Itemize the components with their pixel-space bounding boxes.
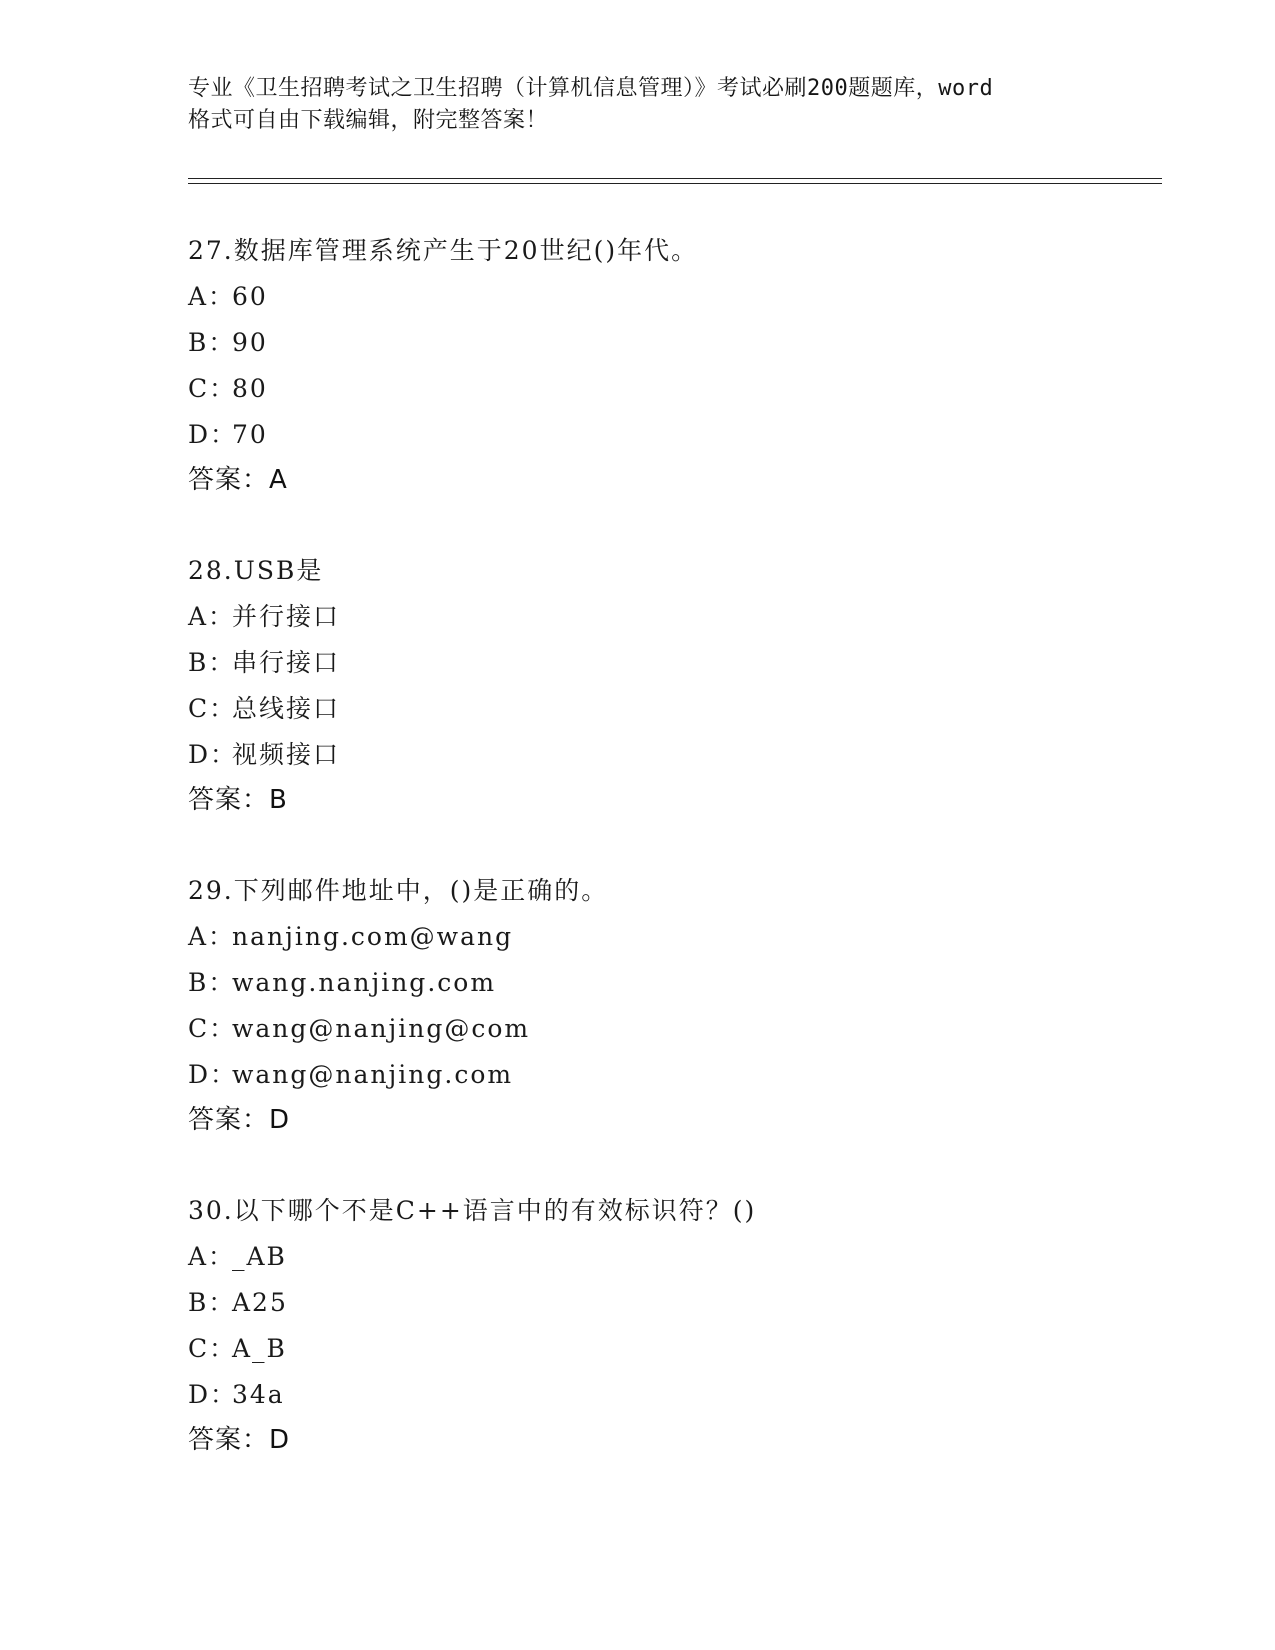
option-label: C： xyxy=(188,1334,237,1363)
option-label: D： xyxy=(188,420,238,449)
answer-text: 答案：B xyxy=(188,785,288,815)
option-value: 70 xyxy=(232,420,268,449)
option-d xyxy=(188,1052,1148,1098)
option-label: A： xyxy=(188,282,236,311)
option-label: D： xyxy=(188,1380,238,1409)
option-value: wang.nanjing.com xyxy=(232,968,497,997)
option-label: B： xyxy=(188,968,236,997)
option-label: A： xyxy=(188,602,236,631)
question-text: 27.数据库管理系统产生于20世纪()年代。 xyxy=(188,236,699,265)
option-value: wang@nanjing@com xyxy=(232,1014,531,1043)
option-value: 并行接口 xyxy=(232,602,341,631)
option-label: C： xyxy=(188,374,237,403)
question-item xyxy=(188,1188,1148,1462)
option-value: 90 xyxy=(232,328,268,357)
document-header xyxy=(188,73,1108,137)
header-line-2: 格式可自由下载编辑，附完整答案！ xyxy=(188,108,549,133)
option-d xyxy=(188,1372,1148,1418)
question-text: 29.下列邮件地址中，()是正确的。 xyxy=(188,876,609,905)
option-a xyxy=(188,274,1148,320)
option-value: 34a xyxy=(232,1380,285,1409)
option-value: 80 xyxy=(232,374,268,403)
option-b xyxy=(188,960,1148,1006)
option-label: C： xyxy=(188,694,237,723)
answer-text: 答案：D xyxy=(188,1425,291,1455)
option-label: D： xyxy=(188,1060,238,1089)
option-label: B： xyxy=(188,648,236,677)
option-b xyxy=(188,640,1148,686)
answer-text: 答案：A xyxy=(188,465,288,495)
option-a xyxy=(188,914,1148,960)
option-b xyxy=(188,320,1148,366)
option-label: A： xyxy=(188,922,236,951)
option-d xyxy=(188,732,1148,778)
question-text: 28.USB是 xyxy=(188,556,324,585)
option-value: 60 xyxy=(232,282,268,311)
option-c xyxy=(188,1006,1148,1052)
option-label: D： xyxy=(188,740,238,769)
option-a xyxy=(188,1234,1148,1280)
option-c xyxy=(188,366,1148,412)
option-value: _AB xyxy=(232,1242,287,1271)
option-value: nanjing.com@wang xyxy=(232,922,514,951)
header-divider-top xyxy=(188,178,1162,179)
option-value: 串行接口 xyxy=(232,648,341,677)
question-item xyxy=(188,548,1148,822)
header-line-1: 专业《卫生招聘考试之卫生招聘（计算机信息管理）》考试必刷200题题库，word xyxy=(188,76,994,101)
option-value: wang@nanjing.com xyxy=(232,1060,514,1089)
option-c xyxy=(188,686,1148,732)
option-value: A_B xyxy=(232,1334,287,1363)
question-item xyxy=(188,228,1148,502)
option-value: 视频接口 xyxy=(232,740,341,769)
option-a xyxy=(188,594,1148,640)
question-list xyxy=(188,228,1148,1508)
option-c xyxy=(188,1326,1148,1372)
option-label: B： xyxy=(188,328,236,357)
question-text: 30.以下哪个不是C++语言中的有效标识符？() xyxy=(188,1196,757,1225)
option-label: A： xyxy=(188,1242,236,1271)
option-label: B： xyxy=(188,1288,236,1317)
answer-text: 答案：D xyxy=(188,1105,291,1135)
option-label: C： xyxy=(188,1014,237,1043)
option-d xyxy=(188,412,1148,458)
header-divider-bottom xyxy=(188,183,1162,184)
option-b xyxy=(188,1280,1148,1326)
option-value: 总线接口 xyxy=(232,694,341,723)
option-value: A25 xyxy=(232,1288,288,1317)
question-item xyxy=(188,868,1148,1142)
